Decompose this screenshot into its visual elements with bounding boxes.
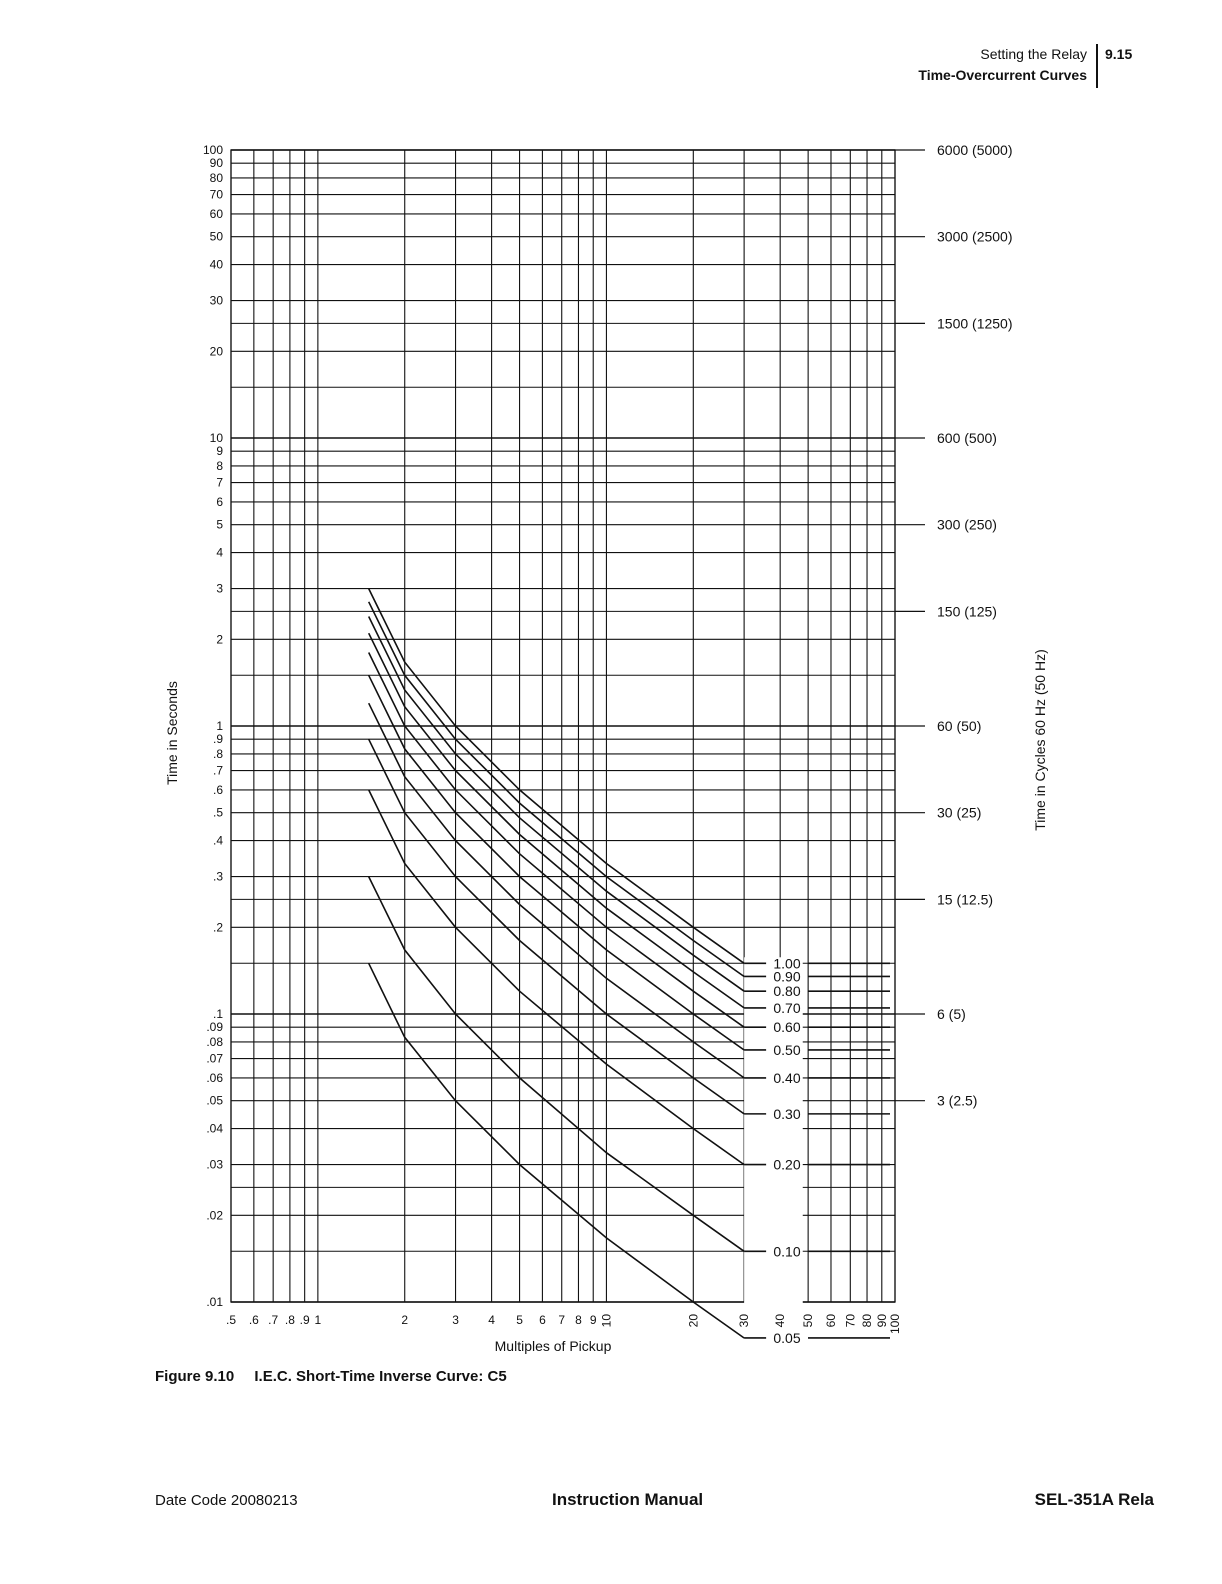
x-tick-label: .5 [225,1313,237,1327]
x-tick-label: 30 [737,1314,752,1328]
x-axis-label: Multiples of Pickup [494,1338,612,1354]
x-tick-label: 6 [539,1313,546,1327]
y-tick-label: 30 [209,293,223,308]
right-axis-tick-label: 150 (125) [937,603,997,620]
y-tick-label: .9 [212,732,223,747]
figure-caption [155,1368,507,1385]
curve-0-05 [369,963,744,1338]
y-tick-label: 40 [209,257,223,272]
x-tick-label: 20 [686,1314,701,1328]
y-tick-label: .8 [212,746,223,761]
chart-tick-labels [203,142,1013,1334]
curve-time-dial-label: 0.40 [773,1069,801,1086]
curve-time-dial-label: 0.70 [773,999,801,1016]
y-tick-label: 80 [209,170,223,185]
y-tick-label: 20 [209,344,223,359]
x-tick-label: 80 [860,1314,875,1328]
curve-0-90 [369,602,744,977]
header-section-title: Setting the Relay [980,46,1087,62]
x-tick-label: .8 [284,1313,295,1327]
footer-doc-type: Instruction Manual [552,1490,704,1509]
y-tick-label: 10 [209,431,223,445]
y-tick-label: .3 [212,869,223,884]
curve-time-dial-label: 0.30 [773,1105,801,1122]
curve-time-dial-label: 0.90 [773,968,801,985]
footer-date-code: Date Code 20080213 [155,1492,298,1509]
y-tick-label: .1 [212,1007,223,1021]
footer-product: SEL-351A Rela [1034,1490,1154,1509]
y-tick-label: 7 [216,475,223,490]
x-tick-label: .6 [248,1313,259,1327]
x-tick-label: 8 [575,1313,582,1327]
y-tick-label: .03 [206,1157,223,1172]
x-tick-label: 9 [589,1313,597,1327]
y-tick-label: .07 [206,1051,223,1066]
y-tick-label: .08 [206,1034,223,1049]
curve-time-dial-label: 0.60 [773,1019,801,1036]
y-tick-label: 8 [216,458,223,473]
y-tick-label: 50 [209,229,223,244]
y-tick-label: .06 [206,1070,223,1085]
y-tick-label: 100 [202,143,223,157]
right-axis-tick-label: 600 (500) [937,430,997,446]
page-number: 9.15 [1105,46,1133,62]
y-tick-label: 9 [216,444,223,459]
right-axis-tick-label: 60 (50) [937,718,982,734]
right-axis-tick-label: 3 (2.5) [937,1092,978,1109]
curve-time-dial-label: 0.10 [773,1243,801,1260]
x-tick-label: 5 [516,1313,523,1327]
x-tick-label: 100 [888,1314,902,1335]
y-tick-label: .4 [212,833,223,848]
x-tick-label: 70 [843,1314,858,1328]
right-axis-tick-label: 3000 (2500) [937,228,1013,245]
y-tick-label: 4 [216,545,223,560]
y-tick-label: .6 [212,782,223,797]
y-axis-label: Time in Seconds [164,681,180,785]
y-tick-label: 1 [216,719,223,733]
x-tick-label: 10 [599,1314,614,1328]
right-axis-tick-label: 30 (25) [937,804,982,821]
curve-time-dial-label: 1.00 [773,955,801,972]
curve-time-dial-label: 0.50 [773,1041,801,1058]
y-tick-label: .5 [212,805,223,820]
x-tick-label: 1 [314,1313,322,1327]
x-tick-label: 4 [488,1313,495,1327]
y-tick-label: .04 [206,1121,223,1136]
right-axis-label: Time in Cycles 60 Hz (50 Hz) [1032,649,1048,831]
right-axis-tick-label: 1500 (1250) [937,315,1013,332]
y-tick-label: .7 [212,763,223,778]
curve-0-30 [369,739,744,1114]
y-tick-label: 5 [216,517,223,532]
figure-number: Figure 9.10 [155,1368,235,1385]
curve-time-dial-label: 0.80 [773,983,801,1000]
figure-title: I.E.C. Short-Time Inverse Curve: C5 [254,1368,507,1385]
y-tick-label: 2 [216,632,223,647]
right-axis-tick-label: 6 (5) [937,1006,966,1022]
right-axis-tick-label: 15 (12.5) [937,891,994,908]
curve-0-20 [369,790,744,1165]
curve-time-dial-label: 0.20 [773,1156,801,1173]
x-tick-label: .7 [268,1313,279,1327]
y-tick-label: 6 [216,494,223,509]
y-tick-label: .01 [206,1295,223,1309]
x-tick-label: 3 [452,1313,459,1327]
y-tick-label: .09 [206,1020,223,1035]
y-tick-label: 70 [209,187,223,202]
y-tick-label: .02 [206,1208,223,1223]
right-axis-tick-label: 6000 (5000) [937,142,1013,158]
curve-time-dial-label: 0.05 [773,1329,801,1346]
x-tick-label: 7 [558,1313,566,1327]
y-tick-label: .05 [206,1093,223,1108]
x-tick-label: 2 [401,1313,409,1327]
x-tick-label: 60 [823,1314,838,1328]
right-axis-tick-label: 300 (250) [937,516,997,533]
y-tick-label: 90 [209,156,223,171]
x-tick-label: 40 [773,1314,788,1328]
x-tick-label: 90 [874,1314,889,1328]
y-tick-label: 60 [209,206,223,221]
y-tick-label: .2 [212,920,223,935]
x-tick-label: .9 [299,1313,310,1327]
y-tick-label: 3 [216,581,223,596]
x-tick-label: 50 [801,1314,816,1328]
header-subsection-title: Time-Overcurrent Curves [918,67,1087,83]
